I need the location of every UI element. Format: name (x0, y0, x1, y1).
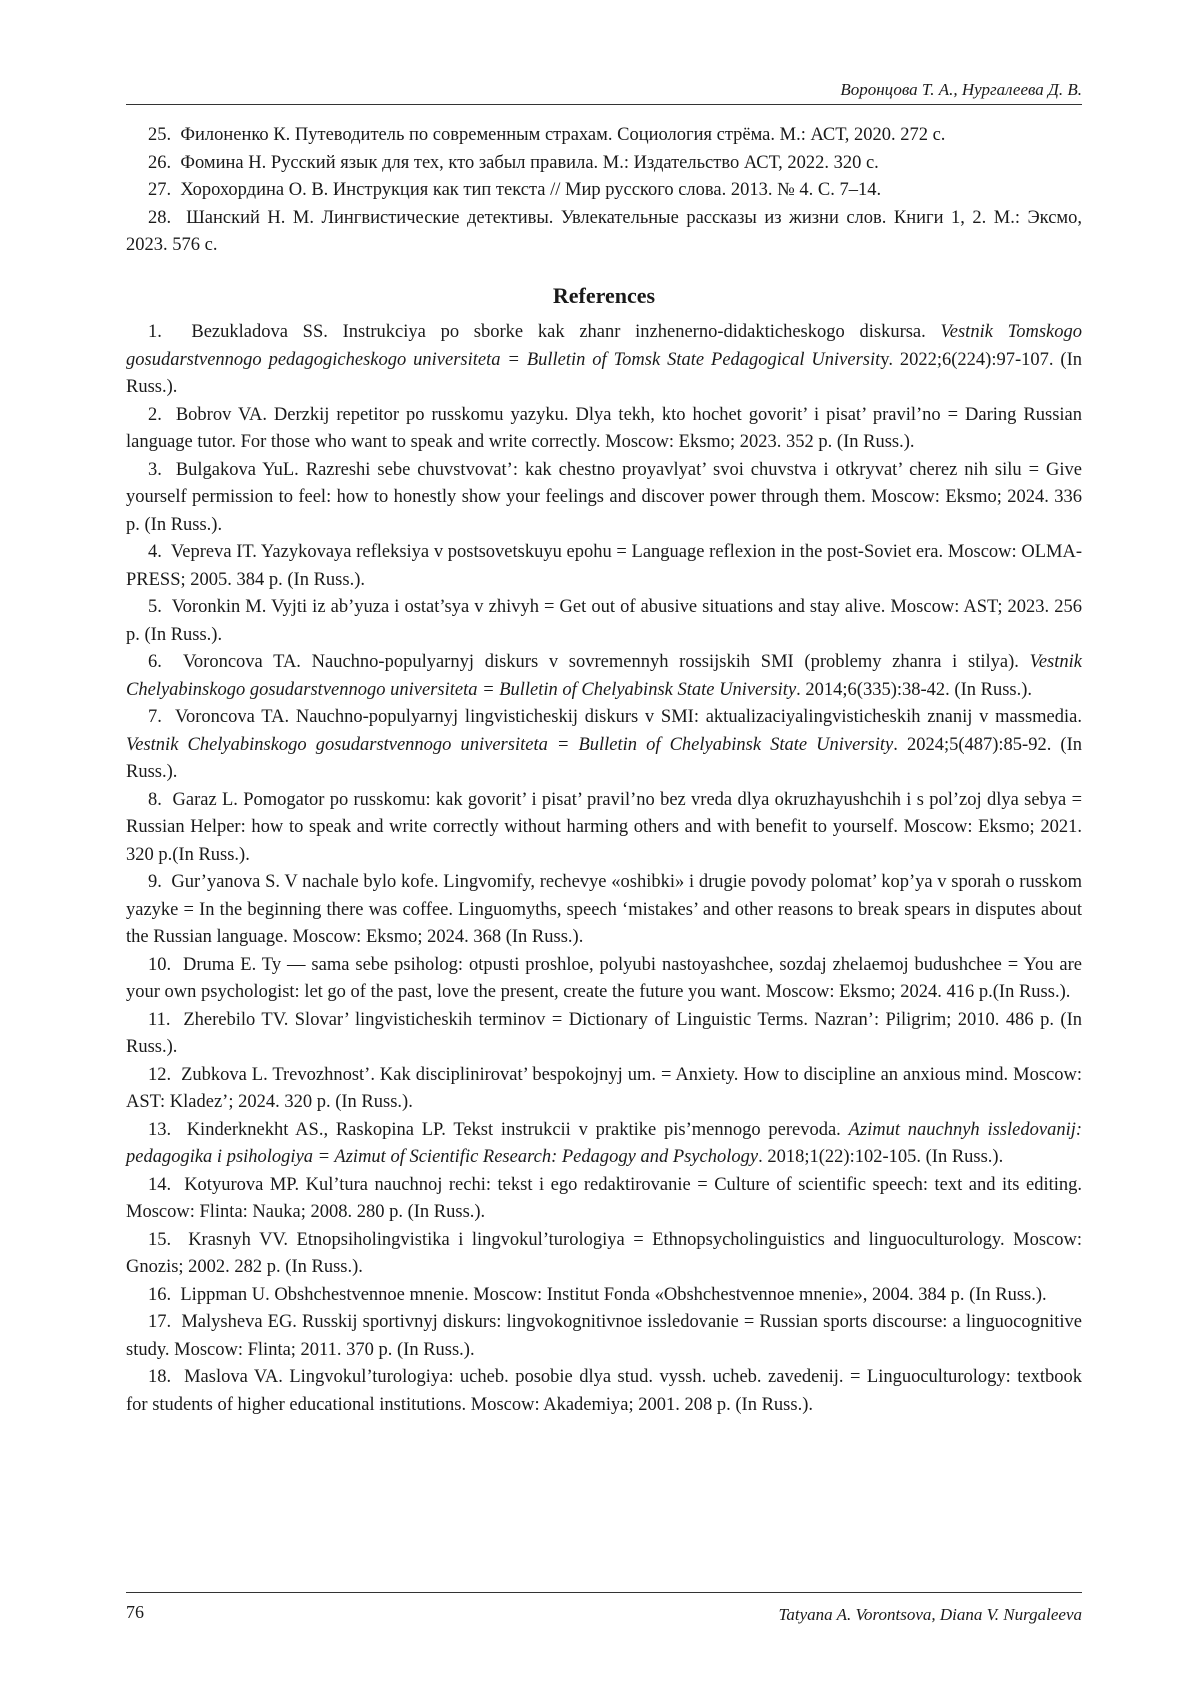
reference-text: Druma E. Ty — sama sebe psiholog: otpusti proshloe, polyubi nastoyashchee, sozdaj zhelaemoj budushchee = You are your own psychologist: let go of the past, love the present, create the future you want. Moscow: Eksmo; 2024. 416 p.(In Russ.). (126, 954, 1082, 1002)
reference-entry (126, 457, 1082, 540)
reference-text: Филоненко К. Путеводитель по современным страхам. Социология стрёма. М.: АСТ, 2020. 272 с. (180, 125, 946, 145)
reference-number: 9. (148, 872, 162, 892)
reference-text: Zubkova L. Trevozhnost’. Kak disciplinirovat’ bespokojnyj um. = Anxiety. How to discipline an anxious mind. Moscow: AST: Kladez’; 2024. 320 p. (In Russ.). (126, 1064, 1082, 1112)
reference-journal-title: Vestnik Chelyabinskogo gosudarstvennogo universiteta = Bulletin of Chelyabinsk State University (126, 652, 1082, 700)
reference-entry (126, 704, 1082, 787)
reference-number: 7. (148, 707, 162, 727)
reference-details: . 2024;5(487):85-92. (In Russ.). (126, 734, 1082, 782)
reference-text: Zherebilo TV. Slovar’ lingvisticheskih terminov = Dictionary of Linguistic Terms. Nazran’: Piligrim; 2010. 486 p. (In Russ.). (126, 1009, 1083, 1057)
reference-text: Bulgakova YuL. Razreshi sebe chuvstvovat’: kak chestno proyavlyat’ svoi chuvstva i otkryvat’ cherez nih silu = Give yourself permission to feel: how to honestly show your feelings and discover power through them. Moscow: Eksmo; 2024. 336 p. (In Russ.). (126, 459, 1082, 535)
reference-entry (126, 649, 1082, 704)
reference-journal-title: Vestnik Chelyabinskogo gosudarstvennogo universiteta = Bulletin of Chelyabinsk State University (126, 734, 894, 755)
reference-journal-title: Vestnik Tomskogo gosudarstvennogo pedagogicheskogo universiteta = Bulletin of Tomsk State Pedagogical Universit (126, 322, 1083, 370)
reference-details: y. 2022;6(224):97-107. (In Russ.). (126, 349, 1082, 397)
reference-number: 15. (148, 1229, 172, 1250)
reference-number: 27. (148, 180, 172, 200)
running-header-authors: Воронцова Т. А., Нургалеева Д. В. (840, 80, 1082, 99)
reference-number: 4. (148, 542, 162, 562)
reference-number: 26. (148, 152, 172, 173)
reference-text: Vepreva IT. Yazykovaya refleksiya v postsovetskuyu epohu = Language reflexion in the post-Soviet era. Moscow: OLMA-PRESS; 2005. 384 p. (In Russ.). (126, 542, 1082, 590)
reference-number: 3. (148, 459, 162, 480)
reference-entry (126, 402, 1082, 457)
reference-text: Malysheva EG. Russkij sportivnyj diskurs: lingvokognitivnoe issledovanie = Russian sports discourse: a linguocognitive study. Moscow: Flinta; 2011. 370 p. (In Russ.). (126, 1312, 1083, 1360)
reference-content (126, 122, 1082, 1419)
reference-text: Фомина Н. Русский язык для тех, кто забыл правила. М.: Издательство АСТ, 2022. 320 с. (180, 152, 879, 173)
reference-text: Kotyurova MP. Kul’tura nauchnoj rechi: tekst i ego redaktirovanie = Culture of scientific speech: text and its editing. Moscow: Flinta: Nauka; 2008. 280 p. (In Russ.). (126, 1174, 1083, 1222)
reference-number: 14. (148, 1174, 172, 1195)
page-number: 76 (126, 1602, 144, 1622)
reference-journal-title: Azimut nauchnyh issledovanij: pedagogika i psihologiya = Azimut of Scientific Research: Pedagogy and Psychology (126, 1119, 1083, 1167)
reference-entry (126, 952, 1082, 1007)
reference-number: 2. (148, 404, 162, 425)
reference-number: 25. (148, 125, 172, 145)
reference-number: 10. (148, 954, 172, 975)
running-footer-authors: Tatyana A. Vorontsova, Diana V. Nurgaleeva (778, 1605, 1082, 1624)
reference-number: 13. (148, 1119, 172, 1140)
reference-entry (126, 869, 1082, 952)
reference-entry (126, 1282, 1082, 1310)
reference-number: 11. (148, 1009, 171, 1030)
reference-entry (126, 1007, 1082, 1062)
reference-text: Хорохордина О. В. Инструкция как тип текста // Мир русского слова. 2013. № 4. С. 7–14. (180, 180, 882, 200)
russian-reference-list (126, 122, 1082, 260)
reference-entry (126, 1309, 1082, 1364)
reference-entry (126, 1117, 1082, 1172)
reference-text: Bobrov VA. Derzkij repetitor po russkomu yazyku. Dlya tekh, kto hochet govorit’ i pisat’ pravil’no = Daring Russian language tutor. For those who want to speak and write correctly. Moscow: Eksmo; 2023. 352 p. (In Russ.). (126, 404, 1083, 452)
reference-text: Voronkin M. Vyjti iz ab’yuza i ostat’sya v zhivyh = Get out of abusive situations and stay alive. Moscow: AST; 2023. 256 p. (In Russ.). (126, 597, 1082, 645)
reference-number: 1. (148, 322, 162, 342)
reference-text: Bezukladova SS. Instrukciya po sborke kak zhanr inzhenerno-didakticheskogo diskursa. (191, 322, 941, 342)
reference-number: 28. (148, 207, 172, 228)
footer-rule (126, 1592, 1082, 1593)
reference-number: 18. (148, 1367, 172, 1387)
english-reference-list (126, 319, 1082, 1419)
reference-entry (126, 177, 1082, 205)
reference-text: Garaz L. Pomogator po russkomu: kak govorit’ i pisat’ pravil’no bez vreda dlya okruzhayushchih i s pol’zoj dlya sebya = Russian Helper: how to speak and write correctly without harming others and with benefit to yourself. Moscow: Eksmo; 2021. 320 p.(In Russ.). (126, 789, 1082, 865)
reference-text: Шанский Н. М. Лингвистические детективы. Увлекательные рассказы из жизни слов. Книги 1, 2. М.: Эксмо, 2023. 576 с. (126, 207, 1082, 255)
reference-text: Kinderknekht AS., Raskopina LP. Tekst instrukcii v praktike pis’mennogo perevoda. (186, 1119, 849, 1140)
reference-entry (126, 150, 1082, 178)
reference-text: Gur’yanova S. V nachale bylo kofe. Lingvomify, rechevye «oshibki» i drugie povody polomat’ kop’ya v sporah o russkom yazyke = In the beginning there was coffee. Linguomyths, speech ‘mistakes’ and other reasons to break spears in disputes about the Russian language. Moscow: Eksmo; 2024. 368 (In Russ.). (126, 872, 1082, 947)
reference-entry (126, 122, 1082, 150)
reference-entry (126, 319, 1082, 402)
reference-entry (126, 787, 1082, 870)
header-rule (126, 104, 1082, 105)
reference-text: Lippman U. Obshchestvennoe mnenie. Moscow: Institut Fonda «Obshchestvennoe mnenie», 2004. 384 p. (In Russ.). (180, 1284, 1047, 1305)
reference-entry (126, 1227, 1082, 1282)
reference-text: Voroncova TA. Nauchno-populyarnyj diskurs v sovremennyh rossijskih SMI (problemy zhanra i stilya). (182, 652, 1030, 672)
reference-details: . 2018;1(22):102-105. (In Russ.). (758, 1147, 1004, 1167)
reference-number: 12. (148, 1064, 172, 1085)
reference-text: Maslova VA. Lingvokul’turologiya: ucheb. posobie dlya stud. vyssh. ucheb. zavedenij. = Linguoculturology: textbook for students of higher educational institutions. Moscow: Akademiya; 2001. 208 p. (In Russ.). (126, 1367, 1082, 1415)
reference-number: 5. (148, 597, 162, 617)
references-heading: References (552, 282, 656, 308)
reference-text: Voroncova TA. Nauchno-populyarnyj lingvisticheskij diskurs v SMI: aktualizaciyalingvisticheskih znanij v massmedia. (175, 707, 1082, 727)
reference-details: . 2014;6(335):38-42. (In Russ.). (796, 679, 1033, 700)
reference-entry (126, 1172, 1082, 1227)
reference-number: 16. (148, 1284, 172, 1305)
reference-entry (126, 205, 1082, 260)
reference-number: 8. (148, 789, 162, 810)
reference-entry (126, 539, 1082, 594)
reference-number: 6. (148, 652, 162, 672)
reference-text: Krasnyh VV. Etnopsiholingvistika i lingvokul’turologiya = Ethnopsycholinguistics and linguoculturology. Moscow: Gnozis; 2002. 282 p. (In Russ.). (126, 1229, 1082, 1277)
reference-number: 17. (148, 1312, 172, 1332)
reference-entry (126, 594, 1082, 649)
reference-entry (126, 1364, 1082, 1419)
reference-entry (126, 1062, 1082, 1117)
